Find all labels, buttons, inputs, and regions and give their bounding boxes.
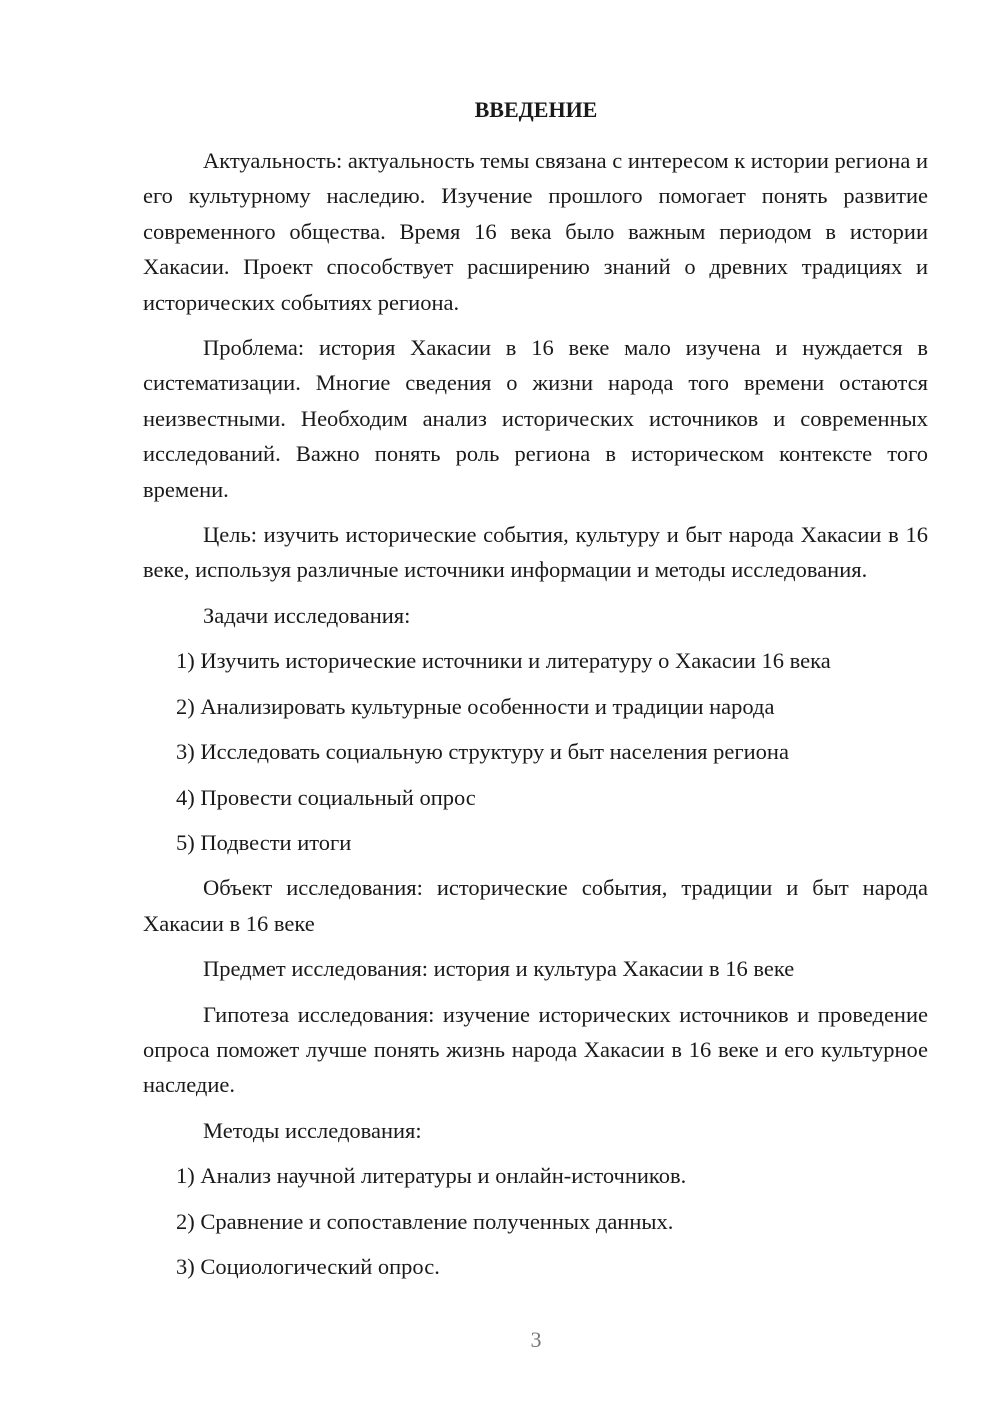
methods-heading: Методы исследования:	[203, 1117, 422, 1143]
object-paragraph: Объект исследования: исторические события, традиции и быт народа Хакасии в 16 веке	[143, 875, 928, 936]
list-item: 3) Социологический опрос.	[176, 1253, 440, 1279]
list-item: 2) Сравнение и сопоставление полученных данных.	[176, 1208, 674, 1234]
list-item: 5) Подвести итоги	[176, 829, 352, 855]
tasks-heading: Задачи исследования:	[203, 602, 411, 628]
page-number: 3	[530, 1327, 542, 1352]
methods-list	[143, 1158, 928, 1284]
tasks-list	[143, 643, 928, 860]
list-item: 2) Анализировать культурные особенности и традиции народа	[176, 693, 775, 719]
relevance-paragraph: Актуальность: актуальность темы связана с интересом к истории региона и его культурному наследию. Изучение прошлого помогает понять развитие современного общества. Время 16 века было важным периодом в истории Хакасии. Проект способствует расширению знаний о древних традициях и исторических событиях региона.	[143, 148, 928, 315]
goal-paragraph: Цель: изучить исторические события, культуру и быт народа Хакасии в 16 веке, используя различные источники информации и методы исследования.	[143, 522, 928, 583]
list-item: 1) Анализ научной литературы и онлайн-источников.	[176, 1163, 687, 1189]
list-item: 3) Исследовать социальную структуру и быт населения региона	[176, 739, 789, 765]
list-item: 4) Провести социальный опрос	[176, 784, 476, 810]
document-body	[143, 143, 928, 1284]
subject-paragraph: Предмет исследования: история и культура Хакасии в 16 веке	[203, 956, 795, 982]
page-title: ВВЕДЕНИЕ	[474, 97, 598, 122]
list-item: 1) Изучить исторические источники и литературу о Хакасии 16 века	[176, 648, 831, 674]
problem-paragraph: Проблема: история Хакасии в 16 веке мало изучена и нуждается в систематизации. Многие сведения о жизни народа того времени остаются неизвестными. Необходим анализ исторических источников и современных исследований. Важно понять роль региона в историческом контексте того времени.	[143, 335, 928, 502]
hypothesis-paragraph: Гипотеза исследования: изучение исторических источников и проведение опроса поможет лучше понять жизнь народа Хакасии в 16 веке и его культурное наследие.	[143, 1001, 928, 1098]
